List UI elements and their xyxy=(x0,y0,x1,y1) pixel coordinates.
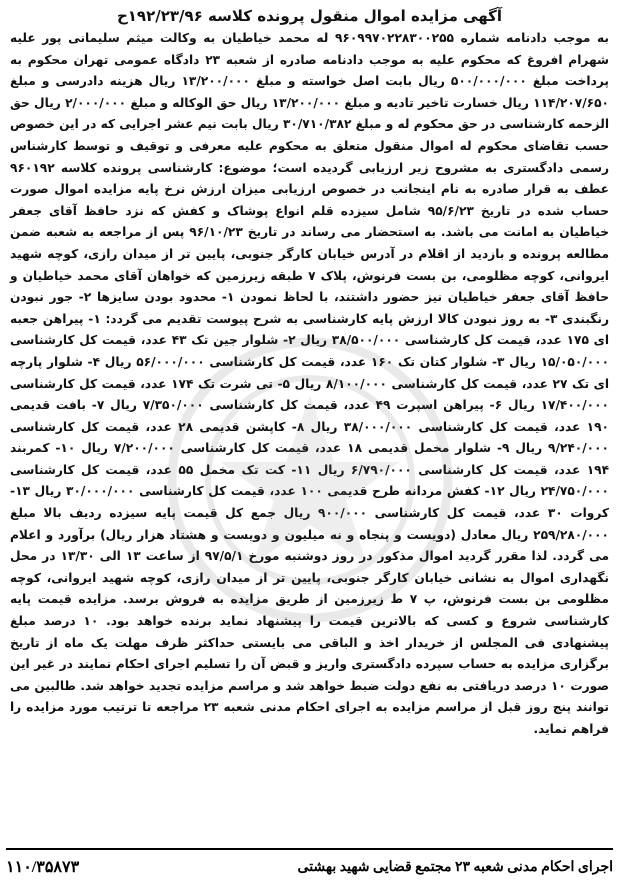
notice-code: ۱۱۰/۳۵۸۷۳ xyxy=(6,859,80,876)
notice-body: به موجب دادنامه شماره ۹۶۰۹۹۷۰۲۲۸۳۰۰۲۵۵ له محمد خیاطیان به وکالت میثم سلیمانی پور علیه شهرام افروغ که محکوم علیه به موجب دادنامه صادره از شعبه ۲۳ دادگاه عمومی تهران محکوم به پرداخت مبلغ ۵۰۰/۰۰۰/۰۰۰ ریال بابت اصل خواسته و مبلغ ۱۳/۲۰۰/۰۰۰ ریال هزینه دادرسی و مبلغ ۱۱۴/۲۰۷/۶۵۰ ریال خسارت تاخیر تادیه و مبلغ ۱۳/۲۰۰/۰۰۰ ریال حق الوکاله و مبلغ ۲/۰۰۰/۰۰۰ ریال حق الزحمه کارشناسی در حق محکوم له و مبلغ ۳۰/۷۱۰/۳۸۲ ریال بابت نیم عشر اجرایی که در این خصوص حسب تقاضای محکوم له اموال منقول متعلق به محکوم علیه معرفی و توقیف و توسط کارشناس رسمی دادگستری به مشروح زیر ارزیابی گردیده است؛ موضوع: کارشناسی پرونده کلاسه ۹۶۰۱۹۲ عطف به قرار صادره به نام اینجانب در خصوص ارزیابی میزان ارزش نرخ پایه مزایده اموال صورت حساب شده در تاریخ ۹۵/۶/۲۳ شامل سیزده قلم انواع پوشاک و کفش که نزد حافظ آقای جعفر خیاطیان به امانت می باشد. به استحضار می رساند در تاریخ ۹۶/۱۰/۲۳ پس از مراجعه به شعبه ضمن مطالعه پرونده و بازدید از اقلام در آدرس خیابان کارگر جنوبی، پایین تر از میدان رازی، کوچه شهید ایروانی، کوچه مظلومی، بن بست فرنوش، پلاک ۷ طبقه زیرزمین که خواهان آقای محمد خیاطیان و حافظ آقای جعفر خیاطیان نیز حضور داشتند، با لحاظ نمودن ۱- محدود بودن سایزها ۲- جور نبودن رنگبندی ۳- به روز نبودن کالا ارزش پایه کارشناسی به شرح پیوست تقدیم می گردد: ۱- پیراهن جعبه ای ۱۷۵ عدد، قیمت کل کارشناسی ۳۸/۵۰۰/۰۰۰ ریال ۲- شلوار جین تک ۴۳ عدد، قیمت کل کارشناسی ۱۵/۰۵۰/۰۰۰ ریال ۳- شلوار کتان تک ۱۶۰ عدد، قیمت کل کارشناسی ۵۶/۰۰۰/۰۰۰ ریال ۴- شلوار پارچه ای تک ۲۷ عدد، قیمت کل کارشناسی ۸/۱۰۰/۰۰۰ ریال ۵- تی شرت تک ۱۷۴ عدد، قیمت کل کارشناسی ۱۷/۴۰۰/۰۰۰ ریال ۶- پیراهن اسپرت ۴۹ عدد، قیمت کل کارشناسی ۷/۳۵۰/۰۰۰ ریال ۷- بافت قدیمی ۱۹۰ عدد، قیمت کل کارشناسی ۳۸/۰۰۰/۰۰۰ ریال ۸- کاپشن قدیمی ۲۸ عدد، قیمت کل کارشناسی ۹/۲۴۰/۰۰۰ ریال ۹- شلوار مخمل قدیمی ۱۸ عدد، قیمت کل کارشناسی ۷/۲۰۰/۰۰۰ ریال ۱۰- کمربند ۱۹۴ عدد، قیمت کل کارشناسی ۶/۷۹۰/۰۰۰ ریال ۱۱- کت تک مخمل ۵۵ عدد، قیمت کل کارشناسی ۲۴/۷۵۰/۰۰۰ ریال ۱۲- کفش مردانه طرح قدیمی ۱۰۰ عدد، قیمت کل کارشناسی ۳۰/۰۰۰/۰۰۰ ریال ۱۳- کروات ۳۰ عدد، قیمت کل کارشناسی ۹۰۰/۰۰۰ ریال جمع کل قیمت پایه سیزده ردیف بالا مبلغ ۲۵۹/۲۸۰/۰۰۰ ریال معادل (دویست و پنجاه و نه میلیون و دویست و هشتاد هزار ریال) برآورد و اعلام می گردد. لذا مقرر گردید اموال مذکور در روز دوشنبه مورخ ۹۷/۵/۱ از ساعت ۱۳ الی ۱۳/۳۰ در محل نگهداری اموال به نشانی خیابان کارگر جنوبی، پایین تر از میدان رازی، کوچه شهید ایروانی، کوچه مظلومی بن بست فرنوش، پ ۷ ط زیرزمین از طریق مزایده به فروش برسد. مزایده قیمت پایه کارشناسی شروع و کسی که بالاترین قیمت را پیشنهاد نماید برنده خواهد بود. ۱۰ درصد مبلغ پیشنهادی فی المجلس از خریدار اخذ و الباقی می بایستی حداکثر ظرف مهلت یک ماه از تاریخ برگزاری مزایده به حساب سپرده دادگستری واریز و قبض آن را تسلیم اجرای احکام نمایند در غیر این صورت ۱۰ درصد دریافتی به نفع دولت ضبط خواهد شد و مراسم مزایده تجدید خواهد شد. طالبین می توانند پنج روز قبل از مراسم مزایده به اجرای احکام مدنی شعبه ۲۳ مراجعه تا ترتیب مورد مزایده را فراهم نماید. xyxy=(10,31,610,736)
notice-footer xyxy=(6,848,613,884)
issuer-name: اجرای احکام مدنی شعبه ۲۳ مجتمع قضایی شهید بهشتی xyxy=(297,859,613,875)
notice-title: آگهی مزایده اموال منقول پرونده کلاسه ۱۹۲/۲۳/۹۶ح xyxy=(116,7,503,25)
